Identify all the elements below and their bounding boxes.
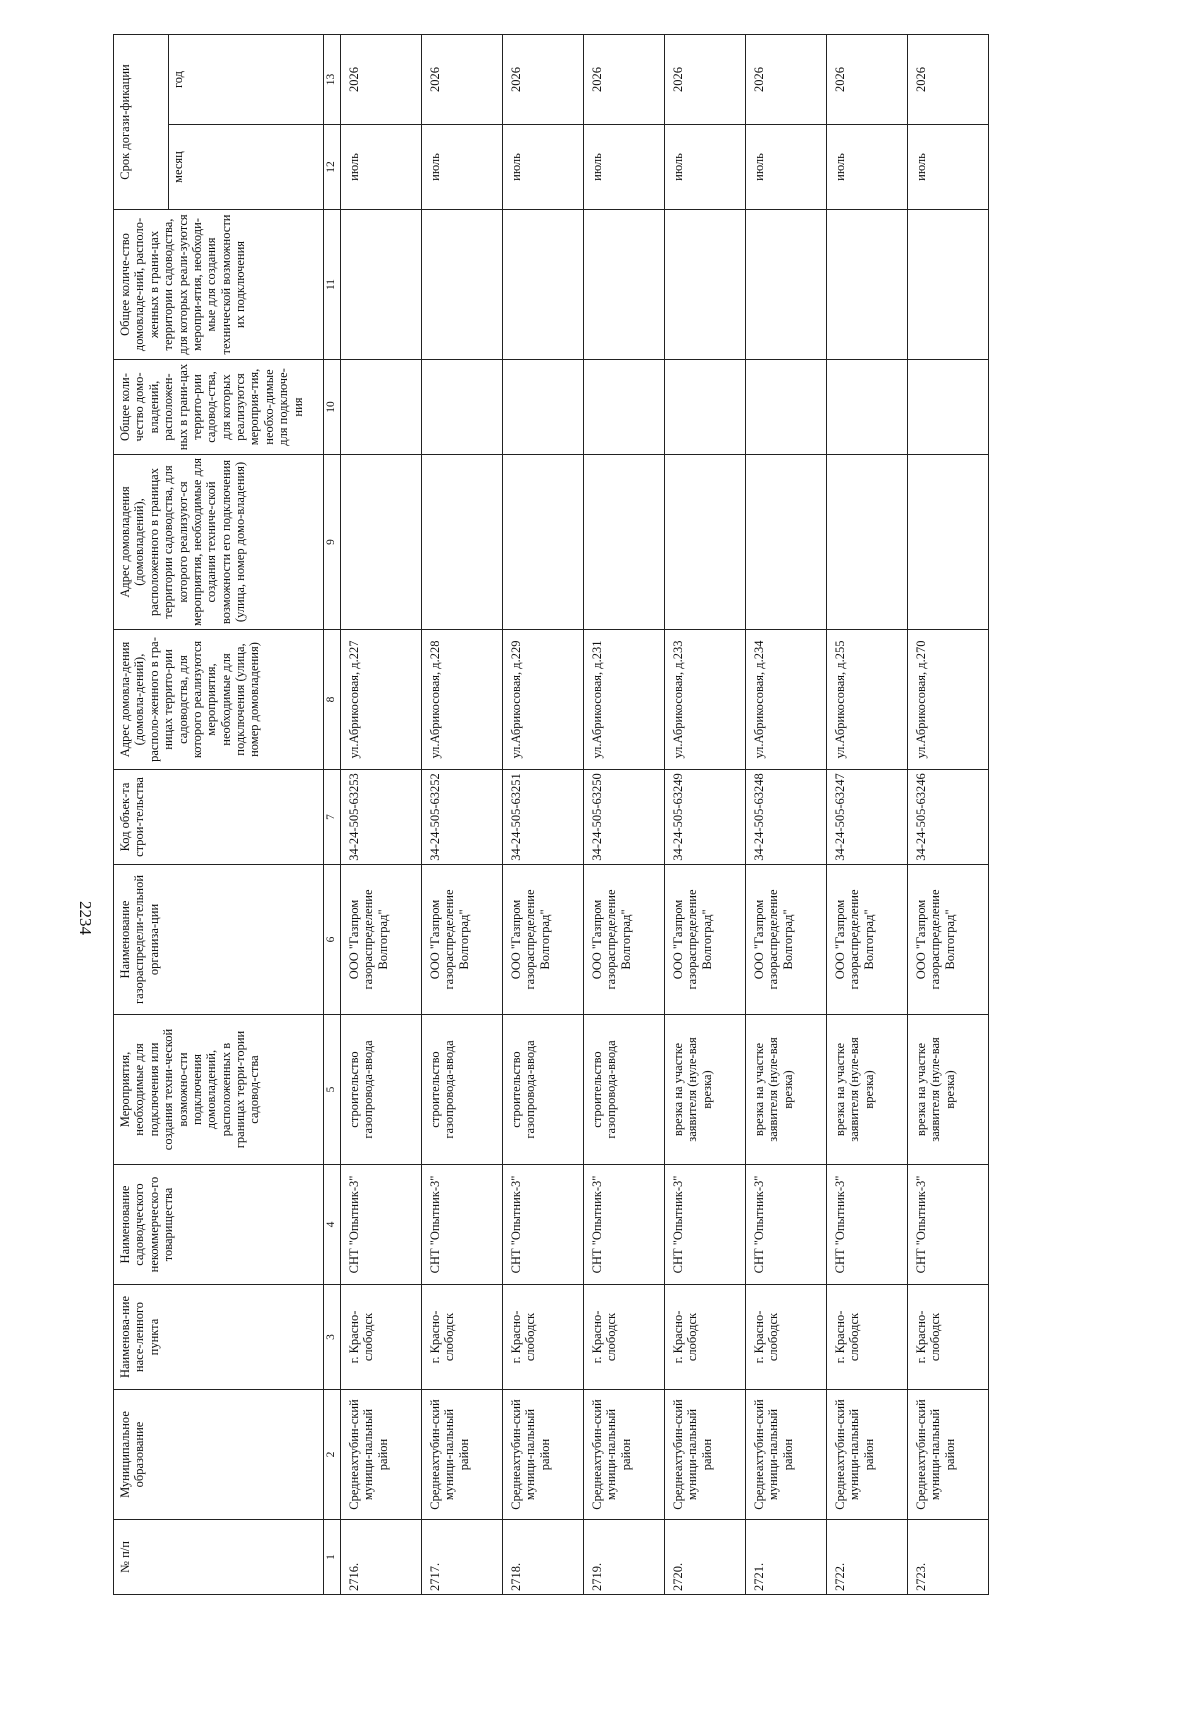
municipality-cell: Среднеахтубин-ский муници-пальный район (503, 1390, 584, 1520)
measure-cell: строительство газопровода-ввода (422, 1015, 503, 1165)
gas-org-cell: ООО "Газпром газораспределение Волгоград" (827, 865, 908, 1015)
settlement-cell: г. Красно-слободск (503, 1285, 584, 1390)
settlement-cell: г. Красно-слободск (827, 1285, 908, 1390)
count-capability-cell (827, 210, 908, 360)
page-number-text: 2234 (76, 901, 95, 935)
column-number: 11 (324, 210, 341, 360)
deadline-month-cell: июль (908, 125, 989, 210)
measure-cell: врезка на участке заявителя (нуле-вая врезка) (746, 1015, 827, 1165)
table-row (665, 35, 746, 1595)
table-row (341, 35, 422, 1595)
count-connection-cell (908, 360, 989, 455)
settlement-cell: г. Красно-слободск (746, 1285, 827, 1390)
column-number: 9 (324, 455, 341, 630)
gas-org-cell: ООО "Газпром газораспределение Волгоград" (908, 865, 989, 1015)
snt-name-cell: СНТ "Опытник-3" (341, 1165, 422, 1285)
column-number: 1 (324, 1520, 341, 1595)
municipality-cell: Среднеахтубин-ский муници-пальный район (341, 1390, 422, 1520)
count-capability-cell (341, 210, 422, 360)
count-connection-cell (827, 360, 908, 455)
gas-org-cell: ООО "Газпром газораспределение Волгоград" (503, 865, 584, 1015)
deadline-month-cell: июль (827, 125, 908, 210)
address-connection-cell: ул.Абрикосовая, д.229 (503, 630, 584, 770)
address-capability-cell (665, 455, 746, 630)
header-address-connection: Адрес домовла-дения (домовла-дений), располо-женного в гра-ницах террито-рии садоводства, для которого реализуются мероприятия, необходимые для подключения (улица, номер домовладения) (114, 630, 324, 770)
deadline-month-cell: июль (341, 125, 422, 210)
header-num: № п/п (114, 1520, 324, 1595)
municipality-cell: Среднеахтубин-ский муници-пальный район (422, 1390, 503, 1520)
column-number: 10 (324, 360, 341, 455)
snt-name-cell: СНТ "Опытник-3" (827, 1165, 908, 1285)
object-code-cell: 34-24-505-63253 (341, 770, 422, 865)
column-number: 4 (324, 1165, 341, 1285)
column-number: 3 (324, 1285, 341, 1390)
object-code-cell: 34-24-505-63246 (908, 770, 989, 865)
gas-org-cell: ООО "Газпром газораспределение Волгоград" (665, 865, 746, 1015)
deadline-year-cell: 2026 (422, 35, 503, 125)
count-capability-cell (746, 210, 827, 360)
deadline-month-cell: июль (584, 125, 665, 210)
address-connection-cell: ул.Абрикосовая, д.255 (827, 630, 908, 770)
settlement-cell: г. Красно-слободск (665, 1285, 746, 1390)
column-number: 5 (324, 1015, 341, 1165)
header-year: год (169, 35, 324, 125)
snt-name-cell: СНТ "Опытник-3" (503, 1165, 584, 1285)
address-connection-cell: ул.Абрикосовая, д.228 (422, 630, 503, 770)
settlement-cell: г. Красно-слободск (584, 1285, 665, 1390)
table-row (908, 35, 989, 1595)
header-measures: Мероприятия, необходимые для подключения или создания техни-ческой возможно-сти подключения домовладений, расположенных в границах терри-тории садовод-ства (114, 1015, 324, 1165)
row-number-cell: 2722. (827, 1520, 908, 1595)
municipality-cell: Среднеахтубин-ский муници-пальный район (584, 1390, 665, 1520)
address-connection-cell: ул.Абрикосовая, д.270 (908, 630, 989, 770)
row-number-cell: 2718. (503, 1520, 584, 1595)
object-code-cell: 34-24-505-63251 (503, 770, 584, 865)
address-capability-cell (746, 455, 827, 630)
column-number: 7 (324, 770, 341, 865)
deadline-month-cell: июль (422, 125, 503, 210)
table-row (503, 35, 584, 1595)
header-deadline: Срок догази-фикации (114, 35, 169, 210)
measure-cell: строительство газопровода-ввода (584, 1015, 665, 1165)
municipality-cell: Среднеахтубин-ский муници-пальный район (665, 1390, 746, 1520)
column-number: 2 (324, 1390, 341, 1520)
gasification-table (113, 34, 989, 1595)
measure-cell: врезка на участке заявителя (нуле-вая врезка) (665, 1015, 746, 1165)
address-capability-cell (908, 455, 989, 630)
count-capability-cell (665, 210, 746, 360)
deadline-year-cell: 2026 (584, 35, 665, 125)
settlement-cell: г. Красно-слободск (341, 1285, 422, 1390)
page-number (70, 888, 100, 948)
row-number-cell: 2723. (908, 1520, 989, 1595)
gas-org-cell: ООО "Газпром газораспределение Волгоград" (584, 865, 665, 1015)
count-connection-cell (341, 360, 422, 455)
deadline-year-cell: 2026 (746, 35, 827, 125)
count-capability-cell (422, 210, 503, 360)
deadline-month-cell: июль (665, 125, 746, 210)
deadline-year-cell: 2026 (827, 35, 908, 125)
snt-name-cell: СНТ "Опытник-3" (665, 1165, 746, 1285)
deadline-year-cell: 2026 (665, 35, 746, 125)
snt-name-cell: СНТ "Опытник-3" (908, 1165, 989, 1285)
deadline-year-cell: 2026 (503, 35, 584, 125)
count-capability-cell (584, 210, 665, 360)
address-connection-cell: ул.Абрикосовая, д.231 (584, 630, 665, 770)
column-number: 8 (324, 630, 341, 770)
count-capability-cell (908, 210, 989, 360)
object-code-cell: 34-24-505-63250 (584, 770, 665, 865)
row-number-cell: 2719. (584, 1520, 665, 1595)
address-capability-cell (422, 455, 503, 630)
header-count-capability: Общее количе-ство домовладе-ний, располо-женных в грани-цах территории садоводства, для которых реали-зуются меропри-ятия, необходи-мые для создания технической возможности их подключения (114, 210, 324, 360)
column-number: 6 (324, 865, 341, 1015)
municipality-cell: Среднеахтубин-ский муници-пальный район (746, 1390, 827, 1520)
deadline-month-cell: июль (746, 125, 827, 210)
address-connection-cell: ул.Абрикосовая, д.234 (746, 630, 827, 770)
header-object-code: Код объек-та строи-тельства (114, 770, 324, 865)
table-row (827, 35, 908, 1595)
header-address-capability: Адрес домовладения (домовладений), расположенного в границах территории садоводства, для которого реализуют-ся мероприятия, необходимые для создания техниче-ской возможности его подключения (улица, номер домо-владения) (114, 455, 324, 630)
header-municipality: Муниципальное образование (114, 1390, 324, 1520)
measure-cell: врезка на участке заявителя (нуле-вая врезка) (908, 1015, 989, 1165)
object-code-cell: 34-24-505-63247 (827, 770, 908, 865)
settlement-cell: г. Красно-слободск (422, 1285, 503, 1390)
gas-org-cell: ООО "Газпром газораспределение Волгоград" (746, 865, 827, 1015)
address-capability-cell (341, 455, 422, 630)
measure-cell: строительство газопровода-ввода (341, 1015, 422, 1165)
row-number-cell: 2721. (746, 1520, 827, 1595)
count-connection-cell (584, 360, 665, 455)
count-connection-cell (746, 360, 827, 455)
header-count-connection: Общее коли-чество домо-владений, расположен-ных в грани-цах террито-рии садовод-ства, для которых реализуются мероприя-тия, необхо-димые для подключе-ния (114, 360, 324, 455)
deadline-month-cell: июль (503, 125, 584, 210)
address-capability-cell (584, 455, 665, 630)
snt-name-cell: СНТ "Опытник-3" (746, 1165, 827, 1285)
address-capability-cell (503, 455, 584, 630)
header-row-1 (114, 35, 169, 1595)
gas-org-cell: ООО "Газпром газораспределение Волгоград" (422, 865, 503, 1015)
address-capability-cell (827, 455, 908, 630)
settlement-cell: г. Красно-слободск (908, 1285, 989, 1390)
column-numbers-row (324, 35, 341, 1595)
municipality-cell: Среднеахтубин-ский муници-пальный район (827, 1390, 908, 1520)
header-month: месяц (169, 125, 324, 210)
table-body (341, 35, 989, 1595)
count-connection-cell (503, 360, 584, 455)
rotated-table-container (113, 35, 1043, 1595)
table-row (746, 35, 827, 1595)
header-snt: Наименование садоводческого некоммерческо-го товарищества (114, 1165, 324, 1285)
column-number: 12 (324, 125, 341, 210)
count-connection-cell (422, 360, 503, 455)
row-number-cell: 2717. (422, 1520, 503, 1595)
snt-name-cell: СНТ "Опытник-3" (584, 1165, 665, 1285)
deadline-year-cell: 2026 (341, 35, 422, 125)
header-gas-org: Наименование газораспредели-тельной организа-ции (114, 865, 324, 1015)
address-connection-cell: ул.Абрикосовая, д.227 (341, 630, 422, 770)
measure-cell: строительство газопровода-ввода (503, 1015, 584, 1165)
header-settlement: Наименова-ние насе-ленного пункта (114, 1285, 324, 1390)
row-number-cell: 2720. (665, 1520, 746, 1595)
snt-name-cell: СНТ "Опытник-3" (422, 1165, 503, 1285)
object-code-cell: 34-24-505-63248 (746, 770, 827, 865)
municipality-cell: Среднеахтубин-ский муници-пальный район (908, 1390, 989, 1520)
count-capability-cell (503, 210, 584, 360)
column-number: 13 (324, 35, 341, 125)
measure-cell: врезка на участке заявителя (нуле-вая врезка) (827, 1015, 908, 1165)
object-code-cell: 34-24-505-63249 (665, 770, 746, 865)
table-row (584, 35, 665, 1595)
table-row (422, 35, 503, 1595)
count-connection-cell (665, 360, 746, 455)
deadline-year-cell: 2026 (908, 35, 989, 125)
gas-org-cell: ООО "Газпром газораспределение Волгоград" (341, 865, 422, 1015)
object-code-cell: 34-24-505-63252 (422, 770, 503, 865)
address-connection-cell: ул.Абрикосовая, д.233 (665, 630, 746, 770)
row-number-cell: 2716. (341, 1520, 422, 1595)
